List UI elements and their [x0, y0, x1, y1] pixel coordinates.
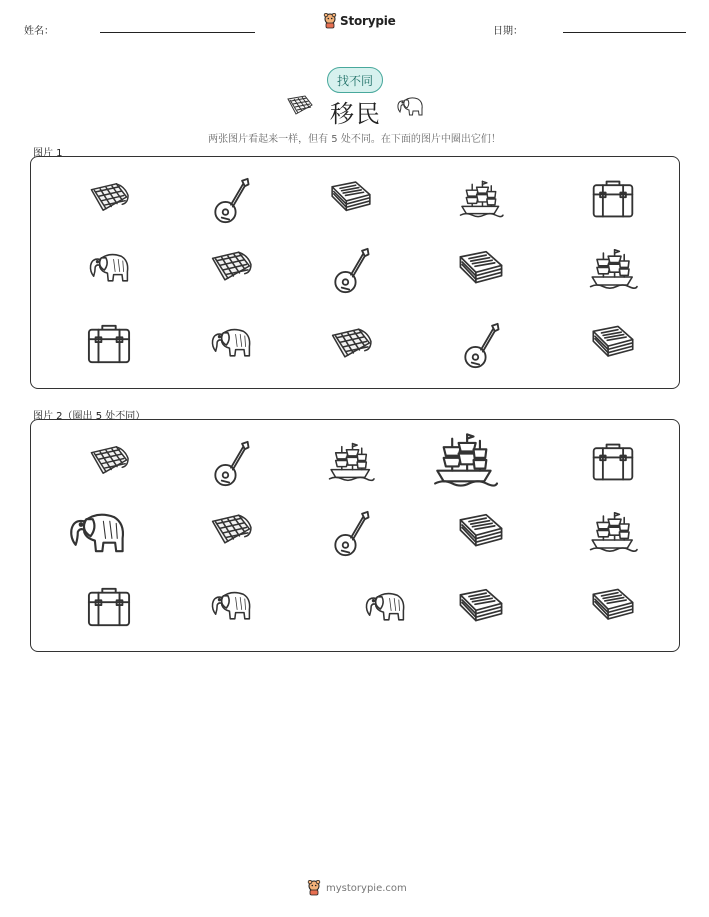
elephant-icon — [208, 322, 254, 362]
footer-brand — [307, 880, 407, 896]
elephant-icon — [65, 504, 129, 560]
book-icon — [457, 247, 505, 289]
lute-icon — [459, 322, 503, 370]
sleeping-bag-icon — [87, 440, 131, 480]
picture-1-panel — [30, 156, 680, 389]
sleeping-bag-icon — [87, 177, 131, 217]
ship-icon — [433, 432, 497, 488]
brand-name: Storypie — [340, 14, 396, 28]
sleeping-bag-icon — [285, 94, 315, 116]
suitcase-icon — [590, 177, 636, 221]
date-line — [563, 32, 686, 33]
picture-2-panel — [30, 419, 680, 652]
worksheet-title: 移民 — [330, 100, 382, 128]
book-icon — [457, 510, 505, 552]
lute-icon — [209, 440, 253, 488]
date-label: 日期： — [493, 26, 523, 37]
elephant-icon — [362, 585, 408, 627]
suitcase-icon — [590, 440, 636, 484]
storypie-mascot-icon — [307, 880, 321, 896]
lute-icon — [331, 510, 371, 558]
name-line — [100, 32, 255, 33]
sleeping-bag-icon — [328, 322, 374, 364]
footer-url: mystorypie.com — [326, 882, 407, 894]
elephant-icon — [208, 585, 254, 625]
ship-icon — [328, 440, 374, 484]
elephant-icon — [86, 247, 132, 287]
suitcase-icon — [85, 322, 133, 366]
suitcase-icon — [85, 585, 133, 629]
ship-icon — [459, 177, 503, 221]
sleeping-bag-icon — [208, 247, 254, 285]
ship-icon — [589, 510, 637, 554]
storypie-mascot-icon — [323, 13, 337, 29]
book-icon — [457, 585, 505, 627]
picture-1-label: 图片 1 — [33, 148, 63, 159]
name-label: 姓名： — [24, 26, 54, 37]
lute-icon — [209, 177, 253, 225]
book-icon — [590, 322, 636, 362]
storypie-logo — [323, 13, 396, 29]
picture-2-label: 图片 2（圈出 5 处不同） — [33, 411, 146, 422]
ship-icon — [589, 247, 637, 291]
activity-tag: 找不同 — [327, 67, 383, 93]
instructions: 两张图片看起来一样，但有 5 处不同。在下面的图片中圈出它们！ — [208, 134, 501, 145]
book-icon — [329, 177, 373, 217]
lute-icon — [331, 247, 371, 295]
elephant-icon — [395, 94, 425, 118]
sleeping-bag-icon — [208, 510, 254, 548]
book-icon — [590, 585, 636, 625]
